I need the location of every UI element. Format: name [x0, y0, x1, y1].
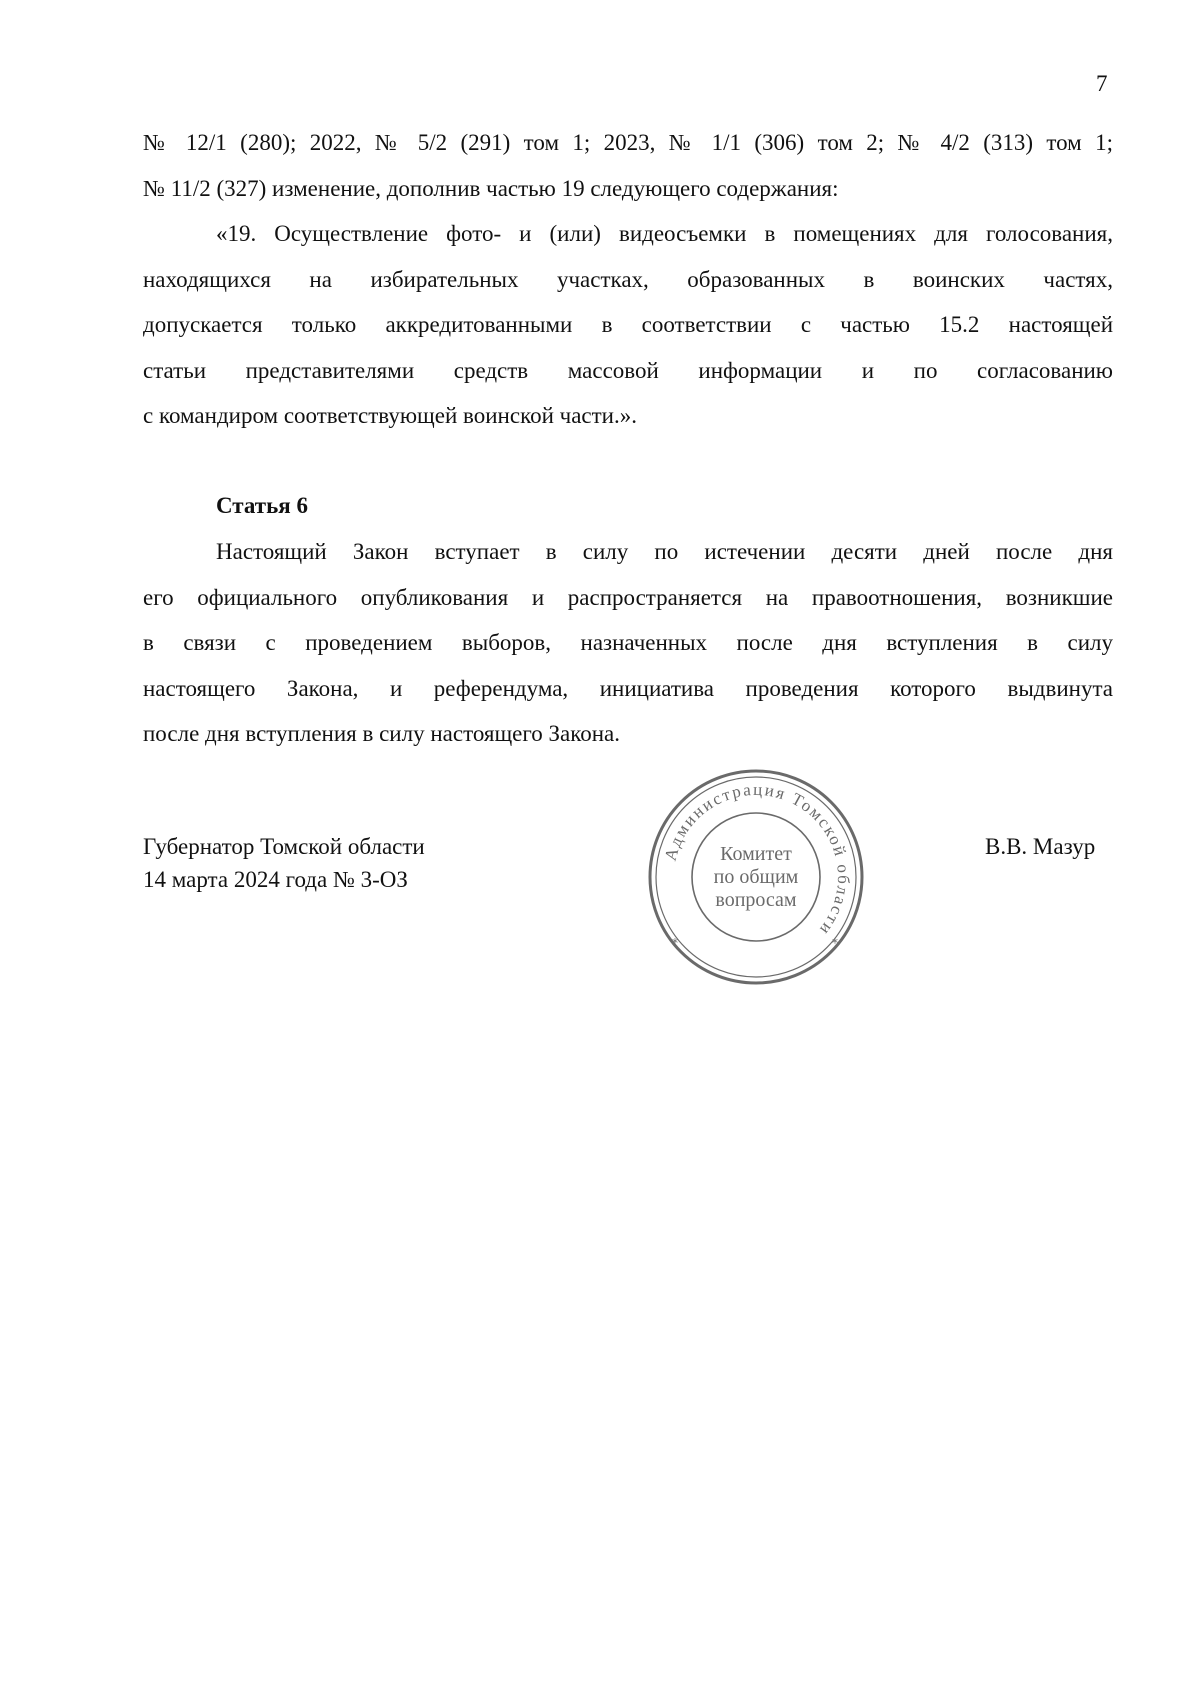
text-line: статьи представителями средств массовой информации и по согласованию [143, 357, 1113, 383]
text-line: № 11/2 (327) изменение, дополнив частью 19 следующего содержания: [143, 175, 839, 201]
text-line: «19. Осуществление фото- и (или) видеосъемки в помещениях для голосования, [216, 221, 1113, 246]
seal-center-line-2: по общим [713, 866, 799, 888]
law-date-number: 14 марта 2024 года № 3-ОЗ [143, 867, 408, 892]
text-line: допускается только аккредитованными в соответствии с частью 15.2 настоящей [143, 312, 1113, 337]
seal-graphic [644, 765, 868, 989]
seal-ring-text: Администрация Томской области [660, 779, 854, 940]
text-line: его официального опубликования и распространяется на правоотношения, возникшие [143, 584, 1113, 610]
text-line: настоящего Закона, и референдума, инициатива проведения которого выдвинута [143, 675, 1113, 701]
seal-star-right: * [832, 936, 838, 950]
signatory-name: В.В. Мазур [985, 834, 1096, 859]
text-line: в связи с проведением выборов, назначенных после дня вступления в силу [143, 630, 1113, 655]
continuation-paragraph [143, 120, 1113, 211]
text-line: находящихся на избирательных участках, образованных в воинских частях, [143, 266, 1113, 292]
text-line: Настоящий Закон вступает в силу по истечении десяти дней после дня [216, 539, 1113, 564]
seal-star-left: * [672, 936, 678, 950]
seal-center-line-1: Комитет [720, 843, 792, 865]
signature-block [143, 830, 425, 896]
quoted-amendment-paragraph [143, 211, 1113, 439]
article-heading: Статья 6 [216, 493, 308, 518]
seal-center-line-3: вопросам [715, 889, 797, 911]
article-paragraph [143, 529, 1113, 757]
text-line: с командиром соответствующей воинской части.». [143, 403, 637, 428]
official-seal-stamp [644, 765, 868, 989]
text-line: после дня вступления в силу настоящего Закона. [143, 721, 620, 746]
signatory-position: Губернатор Томской области [143, 834, 425, 859]
text-line: № 12/1 (280); 2022, № 5/2 (291) том 1; 2023, № 1/1 (306) том 2; № 4/2 (313) том 1; [143, 130, 1113, 155]
page-number: 7 [1096, 71, 1108, 96]
